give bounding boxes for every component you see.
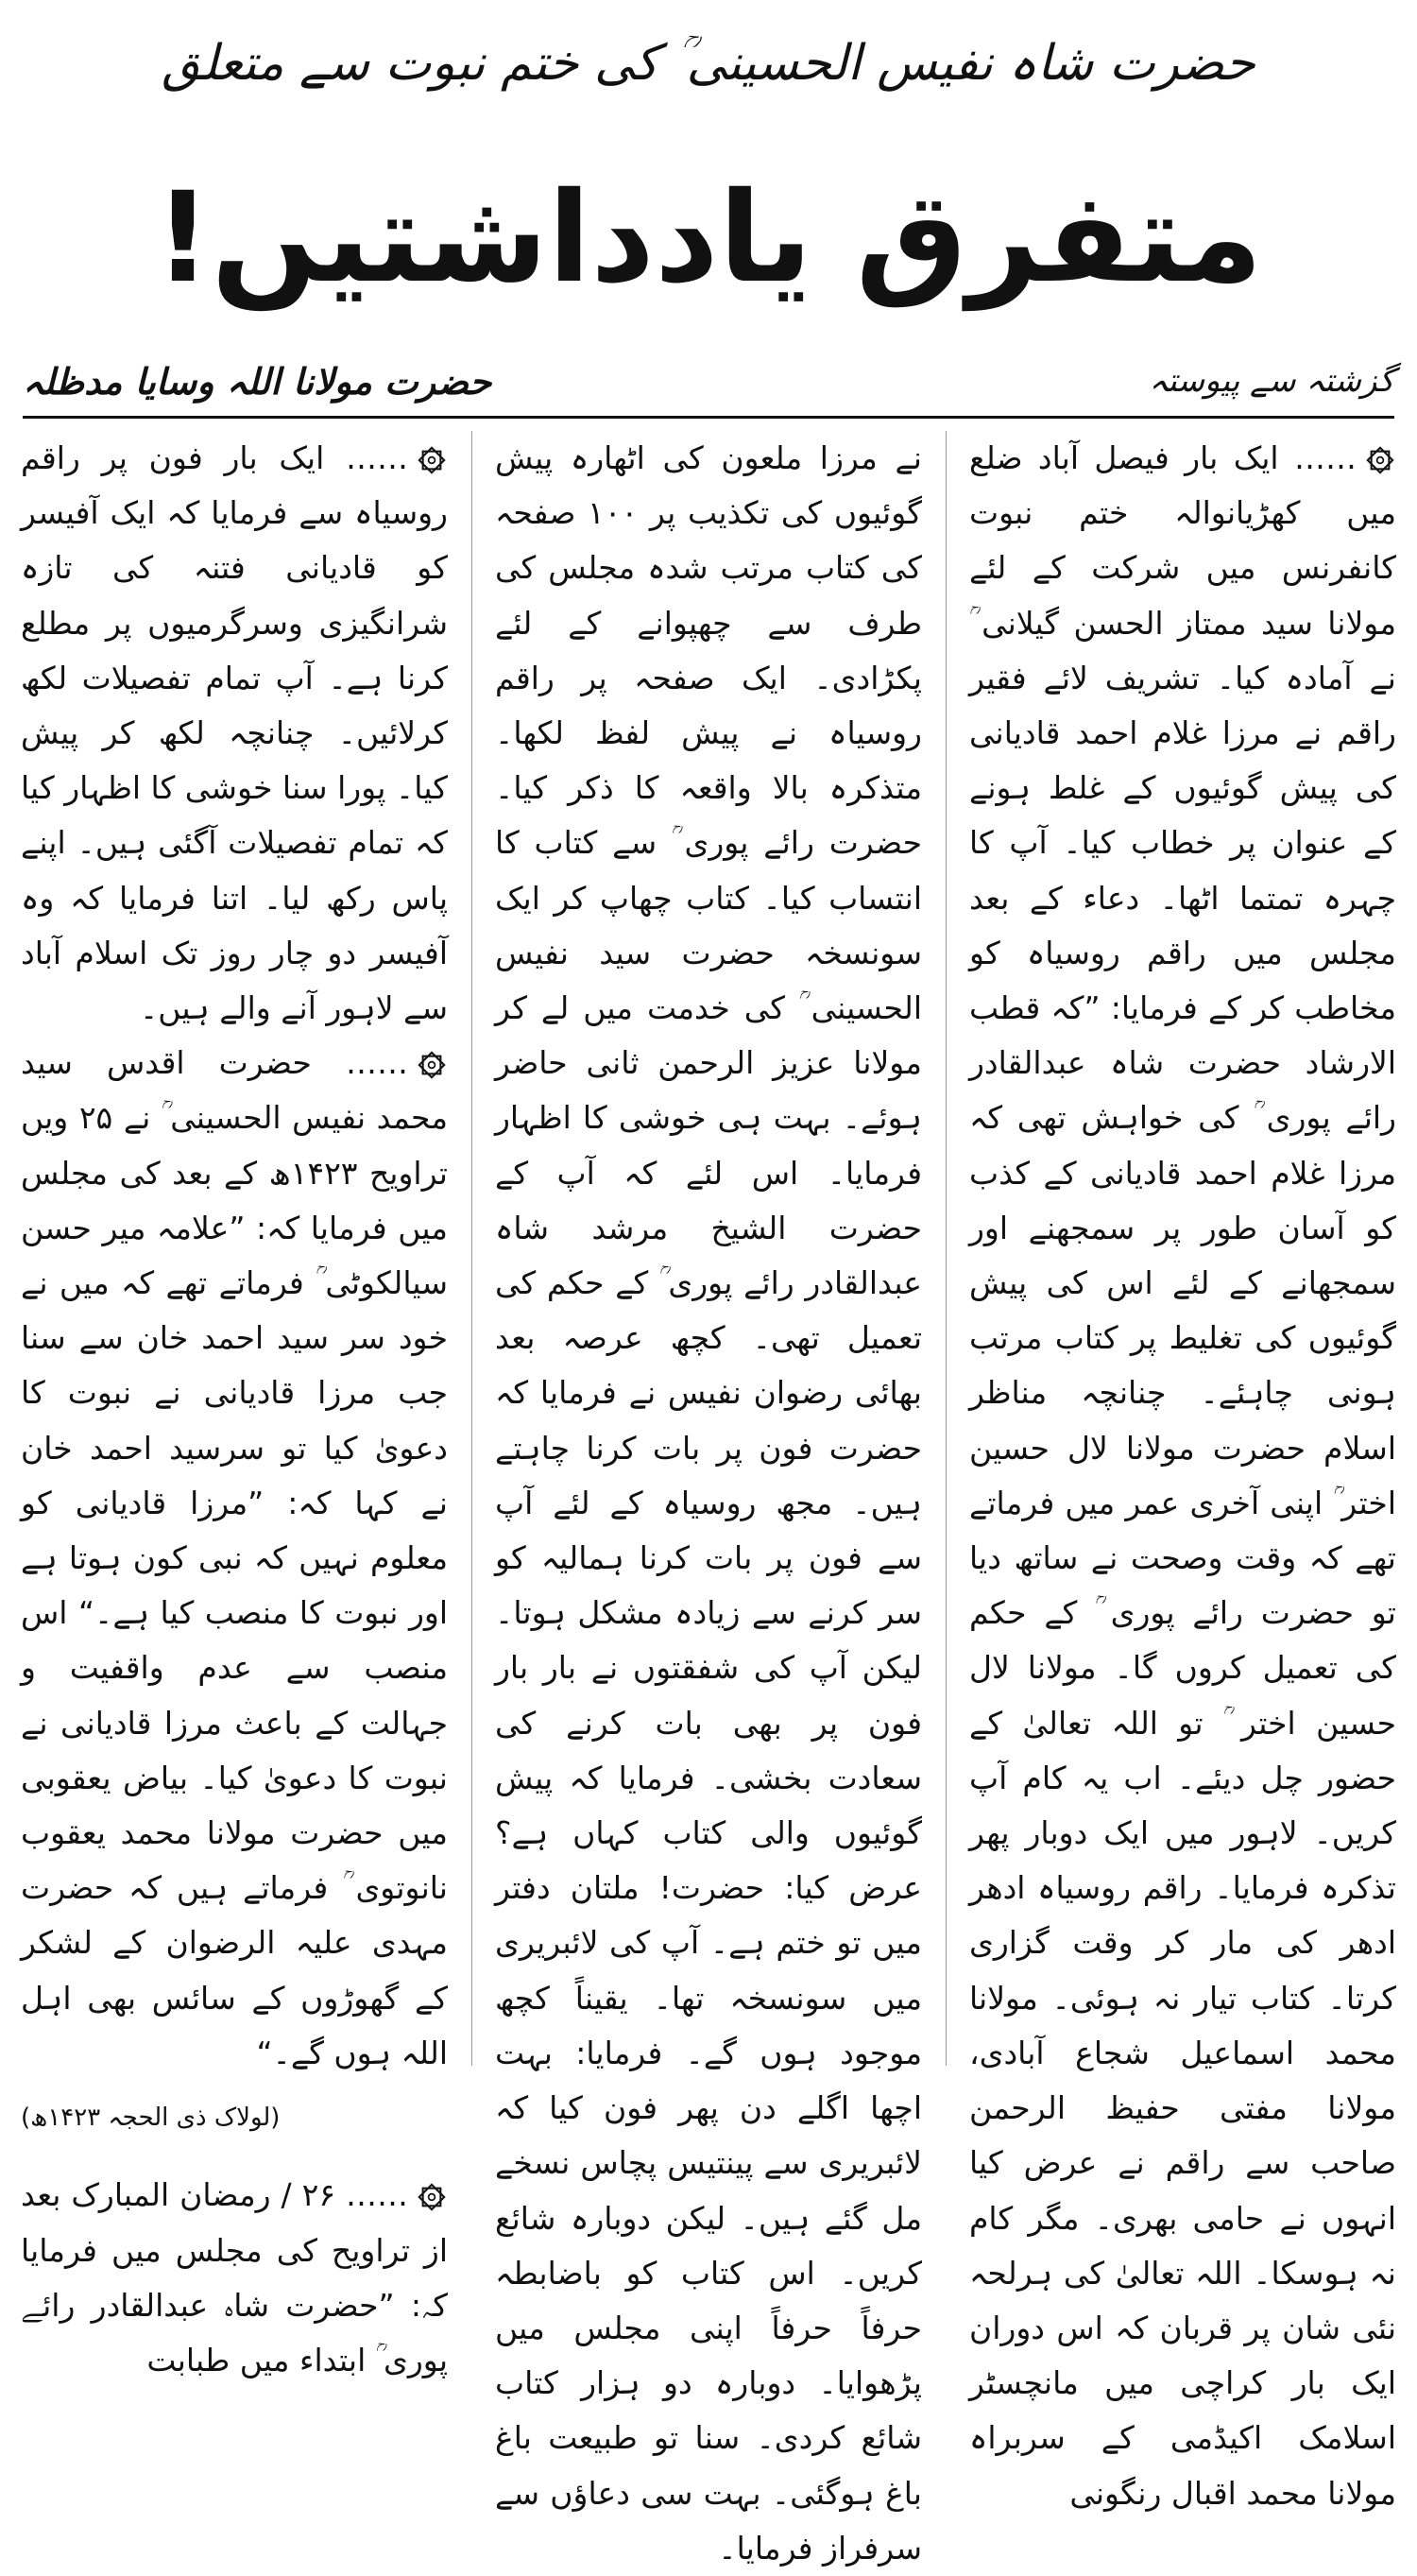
- paragraph: [21, 1036, 448, 2081]
- paragraph: [21, 431, 448, 1036]
- continued-label: گزشتہ سے پیوستہ: [1149, 362, 1394, 400]
- bullet-dots: ……: [346, 2176, 408, 2214]
- column-middle: [495, 431, 923, 2567]
- paragraph-text: حضرت اقدس سید محمد نفیس الحسینی ؒ نے ۲۵ ویں تراویح ۱۴۲۳ھ کے بعد کی مجلس میں فرمایا کہ: ”علامہ میر حسن سیالکوٹی ؒ فرماتے تھے کہ میں نے خود سر سید احمد خان سے سنا جب مرزا قادیانی نے نبوت کا دعویٰ کیا تو سرسید احمد خان نے کہا کہ: ”مرزا قادیانی کو معلوم نہیں کہ نبی کون ہوتا ہے اور نبوت کا منصب کیا ہے۔“ اس منصب سے عدم واقفیت و جہالت کے باعث مرزا قادیانی نے نبوت کا دعویٰ کیا۔ بیاض یعقوبی میں حضرت مولانا محمد یعقوب نانوتوی ؒ فرماتے ہیں کہ حضرت مہدی علیہ الرضوان کے لشکر کے گھوڑوں کے سائس بھی اہل اللہ ہوں گے۔“: [21, 1044, 449, 2071]
- octagram-star-icon: [416, 2181, 448, 2213]
- paragraph-text: ۲۶ / رمضان المبارک بعد از تراویح کی مجلس میں فرمایا کہ: ”حضرت شاہ عبدالقادر رائے پوری ؒ ابتداء میں طبابت: [21, 2176, 448, 2379]
- paragraph: [21, 2168, 448, 2388]
- column-left: [21, 431, 449, 2379]
- octagram-star-icon: [416, 444, 448, 476]
- bullet-dots: ……: [1294, 439, 1357, 476]
- headline-title: متفرق یادداشتیں!: [154, 165, 1263, 311]
- paragraph-text: ایک بار فیصل آباد ضلع میں کھڑیانوالہ ختم نبوت کانفرنس میں شرکت کے لئے مولانا سید ممتاز الحسن گیلانی ؒ نے آمادہ کیا۔ تشریف لائے فقیر راقم نے مرزا غلام احمد قادیانی کی پیش گوئیوں کے غلط ہونے کے عنوان پر خطاب کیا۔ آپ کا چہرہ تمتما اٹھا۔ دعاء کے بعد مجلس میں راقم روسیاہ کو مخاطب کر کے فرمایا: ”کہ قطب الارشاد حضرت شاہ عبدالقادر رائے پوری ؒ کی خواہش تھی کہ مرزا غلام احمد قادیانی کے کذب کو آسان طور پر سمجھنے اور سمجھانے کے لئے اس کی پیش گوئیوں کی تغلیط پر کتاب مرتب ہونی چاہئے۔ چنانچہ مناظر اسلام حضرت مولانا لال حسین اختر ؒ اپنی آخری عمر میں فرماتے تھے کہ وقت وصحت نے ساتھ دیا تو حضرت رائے پوری ؒ کے حکم کی تعمیل کروں گا۔ مولانا لال حسین اختر ؒ تو اللہ تعالیٰ کے حضور چل دیئے۔ اب یہ کام آپ کریں۔ لاہور میں ایک دوبار پھر تذکرہ فرمایا۔ راقم روسیاہ ادھر ادھر کی مار کر وقت گزاری کرتا۔ کتاب تیار نہ ہوئی۔ مولانا محمد اسماعیل شجاع آبادی، مولانا مفتی حفیظ الرحمن صاحب سے راقم نے عرض کیا انہوں نے حامی بھری۔ مگر کام نہ ہوسکا۔ اللہ تعالیٰ کی ہرلحہ نئی شان پر قربان کہ اس دوران ایک بار کراچی میں مانچسٹر اسلامک اکیڈمی کے سربراہ مولانا محمد اقبال رنگونی: [969, 439, 1396, 2512]
- bullet-dots: ……: [346, 439, 408, 476]
- octagram-star-icon: [1364, 444, 1396, 476]
- paragraph-text: نے مرزا ملعون کی اٹھارہ پیش گوئیوں کی تکذیب پر ۱۰۰ صفحہ کی کتاب مرتب شدہ مجلس کی طرف سے چھپوانے کے لئے پکڑادی۔ ایک صفحہ پر راقم روسیاہ نے پیش لفظ لکھا۔ متذکرہ بالا واقعہ کا ذکر کیا۔ حضرت رائے پوری ؒ سے کتاب کا انتساب کیا۔ کتاب چھاپ کر ایک سونسخہ حضرت سید نفیس الحسینی ؒ کی خدمت میں لے کر مولانا عزیز الرحمن ثانی حاضر ہوئے۔ بہت ہی خوشی کا اظہار فرمایا۔ اس لئے کہ آپ کے حضرت الشیخ مرشد شاہ عبدالقادر رائے پوری ؒ کے حکم کی تعمیل تھی۔ کچھ عرصہ بعد بھائی رضوان نفیس نے فرمایا کہ حضرت فون پر بات کرنا چاہتے ہیں۔ مجھ روسیاہ کے لئے آپ سے فون پر بات کرنا ہمالیہ کو سر کرنے سے زیادہ مشکل ہوتا۔ لیکن آپ کی شفقتوں نے بار بار فون پر بھی بات کرنے کی سعادت بخشی۔ فرمایا کہ پیش گوئیوں والی کتاب کہاں ہے؟ عرض کیا: حضرت! ملتان دفتر میں تو ختم ہے۔ آپ کی لائبریری میں سونسخہ تھا۔ یقیناً کچھ موجود ہوں گے۔ فرمایا: بہت اچھا اگلے دن پھر فون کیا کہ لائبریری سے پینتیس پچاس نسخے مل گئے ہیں۔ لیکن دوبارہ شائع کریں۔ اس کتاب کو باضابطہ حرفاً حرفاً اپنی مجلس میں پڑھوایا۔ دوبارہ دو ہزار کتاب شائع کردی۔ سنا تو طبیعت باغ باغ ہوگئی۔ بہت سی دعاؤں سے سرفراز فرمایا۔: [495, 439, 923, 2567]
- headline-kicker: حضرت شاہ نفیس الحسینی ؒ کی ختم نبوت سے متعلق: [162, 35, 1255, 92]
- octagram-star-icon: [416, 1049, 448, 1081]
- source-reference: (لولاک ذی الحجہ ۱۴۲۳ھ): [21, 2104, 281, 2133]
- column-divider: [471, 431, 472, 2066]
- bullet-dots: ……: [346, 1044, 408, 1082]
- paragraph: [969, 431, 1396, 2521]
- paragraph-text: ایک بار فون پر راقم روسیاہ سے فرمایا کہ ایک آفیسر کو قادیانی فتنہ کی تازہ شرانگیزی وسرگرمیوں پر مطلع کرنا ہے۔ آپ تمام تفصیلات لکھ کرلائیں۔ چنانچہ لکھ کر پیش کیا۔ پورا سنا خوشی کا اظہار کیا کہ تمام تفصیلات آگئی ہیں۔ اپنے پاس رکھ لیا۔ اتنا فرمایا کہ وہ آفیسر دو چار روز تک اسلام آباد سے لاہور آنے والے ہیں۔: [21, 439, 448, 1027]
- paragraph: [495, 431, 922, 2576]
- byline-row: [23, 361, 1394, 414]
- column-divider: [946, 431, 947, 2066]
- column-right: [969, 431, 1396, 2512]
- header-rule: [23, 416, 1394, 419]
- author-byline: حضرت مولانا اللہ وسایا مدظلہ: [23, 361, 492, 403]
